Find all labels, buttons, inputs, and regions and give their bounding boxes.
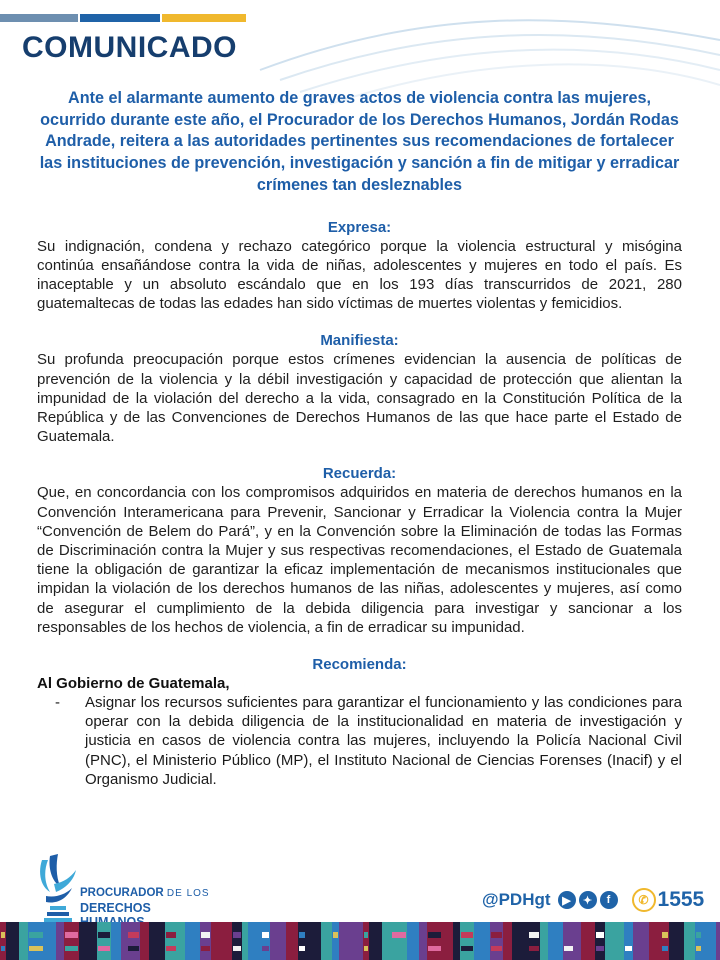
twitter-icon[interactable]: ✦ <box>579 891 597 909</box>
pdh-emblem-icon <box>36 852 80 930</box>
logo-line-derechos: DERECHOS <box>80 901 151 915</box>
header-color-bars <box>0 14 720 22</box>
phone-number: 1555 <box>657 888 705 911</box>
section-heading: Manifiesta: <box>320 332 399 350</box>
section-heading: Recomienda: <box>312 655 407 673</box>
recommendation-list <box>37 693 682 789</box>
section-paragraph: Su indignación, condena y rechazo categórico porque la violencia estructural y misógina continúa ensañándose contra la vida de niñas, adolescentes y mujeres en todo el país. Es inaceptable y un absoluto escándalo que en los 193 días transcurridos de 2021, 280 guatemaltecas de todas las edades han sido víctimas de muertes violentas y femicidios. <box>37 237 682 313</box>
page-title: COMUNICADO <box>22 31 237 64</box>
header-bar-blue <box>80 14 160 22</box>
section-heading: Recuerda: <box>322 465 397 483</box>
header-bar-grey <box>0 14 78 22</box>
header-bar-yellow <box>162 14 246 22</box>
list-marker: - <box>55 693 60 711</box>
phone-icon: ✆ <box>632 888 656 912</box>
logo-line-procurador: PROCURADOR <box>80 887 164 899</box>
communique-body <box>37 88 682 789</box>
list-item-text: Asignar los recursos suficientes para garantizar el funcionamiento y las condiciones para operar con la debida diligencia de la institucionalidad en materia de investigación y justicia en casos de violencia contra las mujeres, incluyendo la Policía Nacional Civil (PNC), el Ministerio Público (MP), el Instituto Nacional de Ciencias Forenses (Inacif) y el Organismo Judicial. <box>85 693 682 788</box>
facebook-icon[interactable]: f <box>600 891 618 909</box>
logo-line-delos: DE LOS <box>166 888 210 899</box>
addressee: Al Gobierno de Guatemala, <box>37 674 230 692</box>
section-paragraph: Que, en concordancia con los compromisos adquiridos en materia de derechos humanos en la Convención Interamericana para Prevenir, Sancionar y Erradicar la Violencia contra la Mujer “Convención de Belem do Pará”, y en la Convención sobre la Eliminación de todas las Formas de Discriminación contra la Mujer y sus respectivas recomendaciones, el Estado de Guatemala tiene la obligación de garantizar la eficaz implementación de mecanismos institucionales que impidan la violación de los derechos humanos de las niñas, adolescentes y mujeres, así como de asegurar el cumplimiento de la debida diligencia para investigar y sancionar a los responsables de los hechos de violencia, a fin de erradicar su impunidad. <box>37 484 682 636</box>
section-recuerda <box>37 464 682 637</box>
list-item <box>37 693 682 789</box>
section-expresa <box>37 218 682 314</box>
social-contact-bar <box>482 888 704 912</box>
section-recomienda <box>37 655 682 789</box>
social-handle[interactable]: @PDHgt <box>482 890 551 909</box>
pdh-logo <box>36 852 216 930</box>
phone-contact[interactable] <box>632 888 705 912</box>
section-paragraph: Su profunda preocupación porque estos crímenes evidencian la ausencia de políticas de prevención de la violencia y la débil investigación y capacidad de protección que alientan la impunidad de la violación del derecho a la vida, consagrado en la Constitución Política de la República y de las Convenciones de Derechos Humanos de las que hace parte el Estado de Guatemala. <box>37 351 682 446</box>
textile-pattern-decoration <box>0 922 720 960</box>
section-manifiesta <box>37 331 682 446</box>
intro-statement: Ante el alarmante aumento de graves actos de violencia contra las mujeres, ocurrido durante este año, el Procurador de los Derechos Humanos, Jordán Rodas Andrade, reitera a las autoridades pertinentes sus recomendaciones de fortalecer las instituciones de prevención, investigación y sanción a fin de mitigar y erradicar crímenes tan desleznables <box>39 89 680 194</box>
section-heading: Expresa: <box>327 218 392 236</box>
youtube-icon[interactable]: ▶ <box>558 891 576 909</box>
